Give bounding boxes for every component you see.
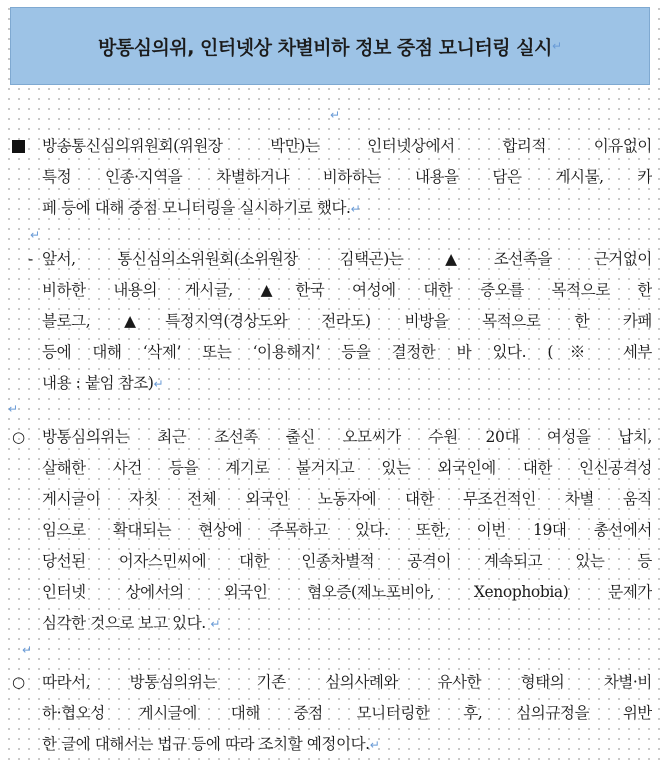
paragraph-line: 비하한 내용의 게시글, ▲한국 여성에 대한 증오를 목적으로 한 xyxy=(42,281,652,299)
paragraph-mark-icon: ↵ xyxy=(330,108,341,122)
paragraph-1 xyxy=(12,131,652,225)
paragraph-2 xyxy=(12,244,652,400)
circle-bullet: ○ xyxy=(12,673,25,691)
document-title: 방통심의위, 인터넷상 차별비하 정보 중점 모니터링 실시 xyxy=(97,36,552,59)
paragraph-mark-icon: ↵ xyxy=(369,738,380,752)
paragraph-line: 당선된 이자스민씨에 대한 인종차별적 공격이 계속되고 있는 등 xyxy=(42,552,652,570)
square-bullet-icon xyxy=(12,131,25,164)
paragraph-line: 방송통신심의위원회(위원장 박만)는 인터넷상에서 합리적 이유없이 xyxy=(42,137,652,155)
paragraph-mark-icon: ↵ xyxy=(350,202,361,216)
paragraph-line: 방통심의위는 최근 조선족 출신 오모씨가 수원 20대 여성을 납치, xyxy=(42,428,652,446)
paragraph-line: 특정 인종·지역을 차별하거나 비하하는 내용을 담은 게시물, 카 xyxy=(42,168,652,186)
paragraph-line: 인터넷 상에서의 외국인 혐오증(제노포비아, Xenophobia) 문제가 xyxy=(42,583,652,601)
paragraph-line: 임으로 확대되는 현상에 주목하고 있다. 또한, 이번 19대 총선에서 xyxy=(42,521,652,539)
paragraph-line: 내용 : 붙임 참조)↵ xyxy=(42,374,164,392)
paragraph-mark-icon: ↵ xyxy=(8,402,19,416)
dash-bullet: - xyxy=(28,250,33,268)
paragraph-line: 심각한 것으로 보고 있다. ↵ xyxy=(42,614,221,632)
title-box xyxy=(10,7,650,85)
paragraph-4 xyxy=(12,667,652,761)
paragraph-mark-icon: ↵ xyxy=(552,39,563,53)
paragraph-line: 살해한 사건 등을 계기로 불거지고 있는 외국인에 대한 인신공격성 xyxy=(42,459,652,477)
circle-bullet: ○ xyxy=(12,428,25,446)
paragraph-line: 게시글이 자칫 전체 외국인 노동자에 대한 무조건적인 차별 움직 xyxy=(42,490,652,508)
paragraph-line: 하·협오성 게시글에 대해 중점 모니터링한 후, 심의규정을 위반 xyxy=(42,704,652,722)
paragraph-line: 등에 대해 ‘삭제’ 또는 ‘이용해지’ 등을 결정한 바 있다. (※ 세부 xyxy=(42,343,652,361)
paragraph-3 xyxy=(12,422,652,640)
paragraph-mark-icon: ↵ xyxy=(210,617,221,631)
paragraph-line: 블로그, ▲특정지역(경상도와 전라도) 비방을 목적으로 한 카페 xyxy=(42,312,652,330)
paragraph-mark-icon: ↵ xyxy=(153,377,164,391)
paragraph-line: 페 등에 대해 중점 모니터링을 실시하기로 했다.↵ xyxy=(42,199,361,217)
paragraph-line: 따라서, 방통심의위는 기존 심의사례와 유사한 형태의 차별·비 xyxy=(42,673,652,691)
paragraph-line: 앞서, 통신심의소위원회(소위원장 김택곤)는 ▲조선족을 근거없이 xyxy=(42,250,652,268)
paragraph-mark-icon: ↵ xyxy=(22,643,33,657)
paragraph-mark-icon: ↵ xyxy=(30,228,41,242)
paragraph-line: 한 글에 대해서는 법규 등에 따라 조치할 예정이다.↵ xyxy=(42,735,380,753)
